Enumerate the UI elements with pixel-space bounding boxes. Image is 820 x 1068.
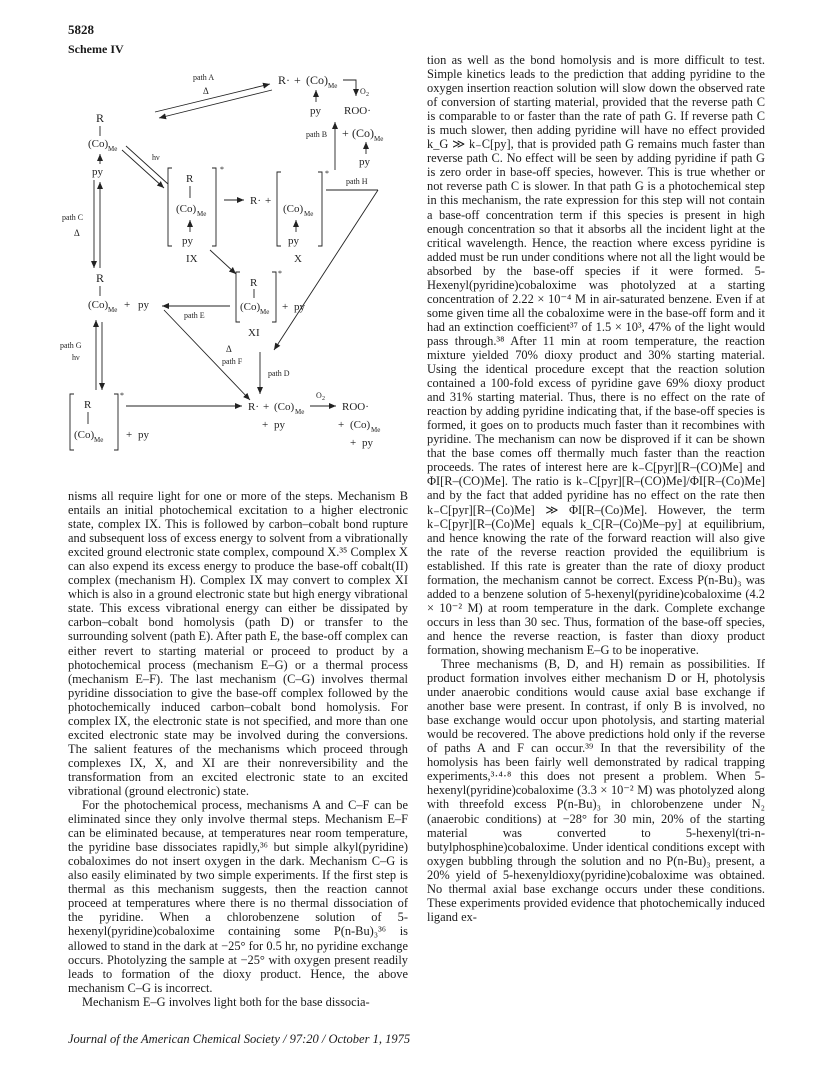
top-co: (Co) — [306, 73, 328, 87]
arrow-path-f — [164, 310, 250, 400]
xi-r: R — [250, 277, 258, 289]
bracket-xi-right — [272, 272, 276, 322]
xi-plus: + — [282, 301, 289, 313]
x-radical: R· — [250, 195, 261, 207]
xi-co-sub: Me — [260, 308, 270, 316]
bottom-plus-py: + — [262, 419, 269, 431]
arrow-path-a-rev — [159, 90, 272, 118]
arrow-hv-to-ix-2 — [126, 146, 168, 184]
g-co-sub: Me — [94, 436, 104, 444]
bottom-co: (Co) — [274, 401, 295, 413]
right-column-text — [427, 53, 765, 924]
journal-footer: Journal of the American Chemical Society / 97:20 / October 1, 1975 — [68, 1032, 411, 1046]
label-path-h: path H — [346, 177, 368, 186]
x-plus: + — [265, 195, 272, 207]
arrow-ix-to-xi — [210, 250, 236, 274]
bottom-plus-py-2: + — [350, 437, 357, 449]
label-path-e: path E — [184, 311, 205, 320]
delta-path-c: Δ — [74, 228, 80, 238]
start-co: (Co) — [88, 138, 109, 150]
ix-py: py — [182, 235, 193, 247]
label-path-c: path C — [62, 213, 84, 222]
g-py: py — [138, 429, 149, 441]
x-label: X — [294, 253, 302, 265]
label-path-a: path A — [193, 73, 215, 82]
g-star: * — [120, 391, 124, 400]
start-py: py — [92, 166, 103, 178]
bottom-plus: + — [263, 401, 270, 413]
bracket-ix-left — [168, 168, 172, 246]
start-r: R — [96, 111, 105, 125]
path-b-py: py — [359, 156, 370, 168]
label-path-g: path G — [60, 341, 82, 350]
left-paragraph: For the photochemical process, mechanisms A and C–F can be eliminated since they only involve thermal steps. Mechanism E–F can be eliminated because, at temperatures near room temperature, the pyridine base dissociates rapidly,³⁶ but simple alkyl(pyridine) cobaloximes do not insert oxygen in the dark. Mechanism C–G is also easily eliminated by two simple experiments. If the first step is thermal as this mechanism suggests, then the reaction cannot proceed at temperatures where there is no thermal dissociation of the pyridine. When a chlorobenzene solution of 5-hexenyl(pyridine)cobaloxime containing some P(n-Bu)₃³⁶ is allowed to stand in the dark at −25° for 0.5 hr, no pyridine exchange occurs. Photolyzing the sample at −25° with oxygen present readily leads to formation of the dioxy product. Hence, the above mechanism C–G is incorrect. — [68, 798, 408, 995]
top-py: py — [310, 105, 321, 117]
label-path-b: path B — [306, 130, 328, 139]
left-paragraph: nisms all require light for one or more of the steps. Mechanism B entails an initial photochemical excitation to a higher electronic state, complex IX. This is followed by carbon–cobalt bond rupture and subsequent loss of excess energy to solvent from a vibrationally excited ground electronic state complex, compound X.³⁵ Complex X can also expend its excess energy to produce the base-off cobalt(II) complex (mechanism H). Complex IX may convert to complex XI which is also in a ground electronic state but high energy vibrational state. This excess vibrational energy can either be dissipated by carbon–cobalt bond homolysis (path D) or transfer to the surrounding solvent (path E). After path E, the base-off complex can either revert to starting material or proceed to product by a photochemical process (mechanism E–G) or a thermal process (mechanism E–F). The last mechanism (C–G) involves thermal pyridine dissociation to give the base-off complex followed by the photochemically induced carbon–cobalt bond homolysis. For complex IX, the electronic state is not specified, and more than one excited electronic state may be involved during the conversions. The salient features of the mechanisms which proceed through complexes IX, X, and XI are their nonreversibility and the transformation from an excited electronic state to an excited vibrational (ground electronic) state. — [68, 489, 408, 798]
bottom-py: py — [274, 419, 285, 431]
bottom-co-2-sub: Me — [371, 426, 381, 434]
bracket-x-right — [318, 172, 322, 246]
left-column-text — [68, 489, 408, 1009]
baseoff-co: (Co) — [88, 299, 109, 311]
baseoff-r: R — [96, 271, 105, 285]
hv-label-top: hν — [152, 153, 160, 162]
bracket-g-right — [114, 394, 118, 450]
reaction-scheme-diagram — [60, 60, 430, 480]
ix-star: * — [220, 165, 224, 174]
bottom-co-sub: Me — [295, 408, 305, 416]
bottom-co-2: (Co) — [350, 419, 371, 431]
x-star: * — [325, 169, 329, 178]
bottom-radical: R· — [248, 401, 259, 413]
x-co: (Co) — [283, 203, 304, 215]
baseoff-plus: + — [124, 299, 131, 311]
xi-label: XI — [248, 327, 260, 339]
right-paragraph: Three mechanisms (B, D, and H) remain as possibilities. If product formation involves either mechanism D or H, photolysis under anaerobic conditions would cause axial base exchange if another base were present. In contrast, if only B is involved, no base exchange would occur upon photolysis, and starting material would be recovered. The above predictions hold only if the reverse of paths A and F can occur.³⁹ In that the reversibility of the homolysis has been fairly well demonstrated by radical trapping experiments,³·⁴·⁸ this does not present a problem. When 5-hexenyl(pyridine)cobaloxime (3.3 × 10⁻² M) was photolyzed along with threefold excess P(n-Bu)₃ in chlorobenzene under N₂ (anaerobic conditions) at −28° for 30 min, 20% of the starting material was converted to 5-hexenyl(tri-n-butylphosphine)cobaloxime. Under identical conditions except with oxygen bubbling through the solution and no P(n-Bu)₃ present, a 20% yield of 5-hexenyldioxy(pyridine)cobaloxime was obtained. No thermal axial base exchange occurs under these conditions. These experiments provided evidence that photochemically induced ligand ex- — [427, 657, 765, 924]
top-radical: R· — [278, 73, 290, 87]
top-o2-sub: 2 — [366, 92, 369, 98]
bottom-py-2: py — [362, 437, 373, 449]
arrow-path-a-fwd — [155, 84, 270, 112]
x-co-sub: Me — [304, 210, 314, 218]
label-path-f: path F — [222, 357, 243, 366]
baseoff-co-sub: Me — [108, 306, 118, 314]
ix-co: (Co) — [176, 203, 197, 215]
bracket-x-left — [277, 172, 281, 246]
bottom-roo: ROO· — [342, 401, 369, 413]
top-o2-arrow — [343, 80, 356, 96]
ix-co-sub: Me — [197, 210, 207, 218]
right-paragraph: tion as well as the bond homolysis and is more difficult to test. Simple kinetics leads to the prediction that adding pyridine to the oxygen insertion reaction solution will slow down the observed rate of conversion of starting material, provided that the reverse path C is comparable to or faster than the rate of path G. If reverse path C is much slower, then adding pyridine will have no effect provided k_G ≫ k₋C[py], that is provided path G remains much faster than reverse path C. No effect will be seen by adding pyridine if path G is zero order in base-off species, however. This is true whether or not reverse path C is slower. In that path G is a photochemical step in this mechanism, the rate expression for this step will not contain a base-off concentration term if this species is present in high enough concentration so that it absorbs all the incident light at the critical wavelength. Hence, the reaction where excess pyridine is added must be run under conditions where not all the light would be absorbed by the base-off species if it were formed. 5-Hexenyl(pyridine)cobaloxime was photolyzed at a starting concentration of 2.22 × 10⁻⁴ M in air-saturated benzene. Even if at some given time all the cobaloxime were in the base-off form and it had an extinction coefficient³⁷ of 1.5 × 10³, 47% of the light would pass through.³⁸ After 11 min at room temperature, the reaction mixture yielded 70% dioxy product and 30% starting material. Using the identical procedure except that the reaction solution contained a 100-fold excess of pyridine gave 69% dioxy product and 31% starting material. Thus, there is no effect on the rate of reaction by adding pyridine indicating that, if the base-off species is formed, it goes on to products much faster than it recombines with pyridine. The mechanism can now be disproved if it can be shown that the base comes off thermally much faster than the reaction proceeds. The rates of interest here are k₋C[pyr][R–(CO)Me] and ΦI[R–(CO)Me]. The ratio is k₋C[pyr][R–(CO)Me]/ΦI[R–(Co)Me] and by the fact that added pyridine has no effect on the rate then k₋C[pyr][R–(Co)Me] ≫ ΦI[R–(Co)Me]. However, the term k₋C[pyr][R–(Co)Me] equals k_C[R–(Co)Me–py] at equilibrium, and hence knowing the rate of the forward reaction will also give the rate of the reverse reaction provided the equilibrium is established. If this rate is greater than the rate of dioxy product formation, the mechanism cannot be correct. Excess P(n-Bu)₃ was added to a benzene solution of 5-hexenyl(pyridine)cobaloxime (4.2 × 10⁻² M) at room temperature in the dark. Complete exchange occurs in less than 30 sec. Thus, formation of the base-off species, and hence the reverse reaction, is faster than dioxy product formation, showing mechanism E–G to be inoperative. — [427, 53, 765, 657]
xi-co: (Co) — [240, 301, 261, 313]
g-plus: + — [126, 429, 133, 441]
path-b-plus: + — [342, 126, 349, 140]
top-roo: ROO· — [344, 105, 371, 117]
label-path-d: path D — [268, 369, 290, 378]
delta-path-f: Δ — [226, 344, 232, 354]
x-py: py — [288, 235, 299, 247]
bracket-xi-left — [236, 272, 240, 322]
page-number: 5828 — [68, 22, 94, 37]
path-b-co-sub: Me — [374, 135, 384, 143]
top-plus: + — [294, 73, 301, 87]
xi-star: * — [278, 269, 282, 278]
hv-path-g: hν — [72, 353, 80, 362]
top-co-sub: Me — [328, 82, 338, 90]
baseoff-py: py — [138, 299, 149, 311]
xi-py: py — [294, 301, 305, 313]
left-paragraph: Mechanism E–G involves light both for the base dissocia- — [82, 994, 370, 1009]
path-b-co: (Co) — [352, 126, 374, 140]
delta-path-a: Δ — [203, 86, 209, 96]
bottom-o2-sub: 2 — [322, 396, 325, 402]
bottom-plus-co: + — [338, 419, 345, 431]
bottom-o2-label: O — [316, 391, 322, 400]
top-o2-label: O — [360, 87, 366, 96]
g-co: (Co) — [74, 429, 95, 441]
ix-r: R — [186, 173, 194, 185]
ix-label: IX — [186, 253, 198, 265]
g-r: R — [84, 399, 92, 411]
bracket-g-left — [70, 394, 74, 450]
start-co-sub: Me — [108, 145, 118, 153]
bracket-ix-right — [212, 168, 216, 246]
scheme-title: Scheme IV — [68, 42, 124, 56]
